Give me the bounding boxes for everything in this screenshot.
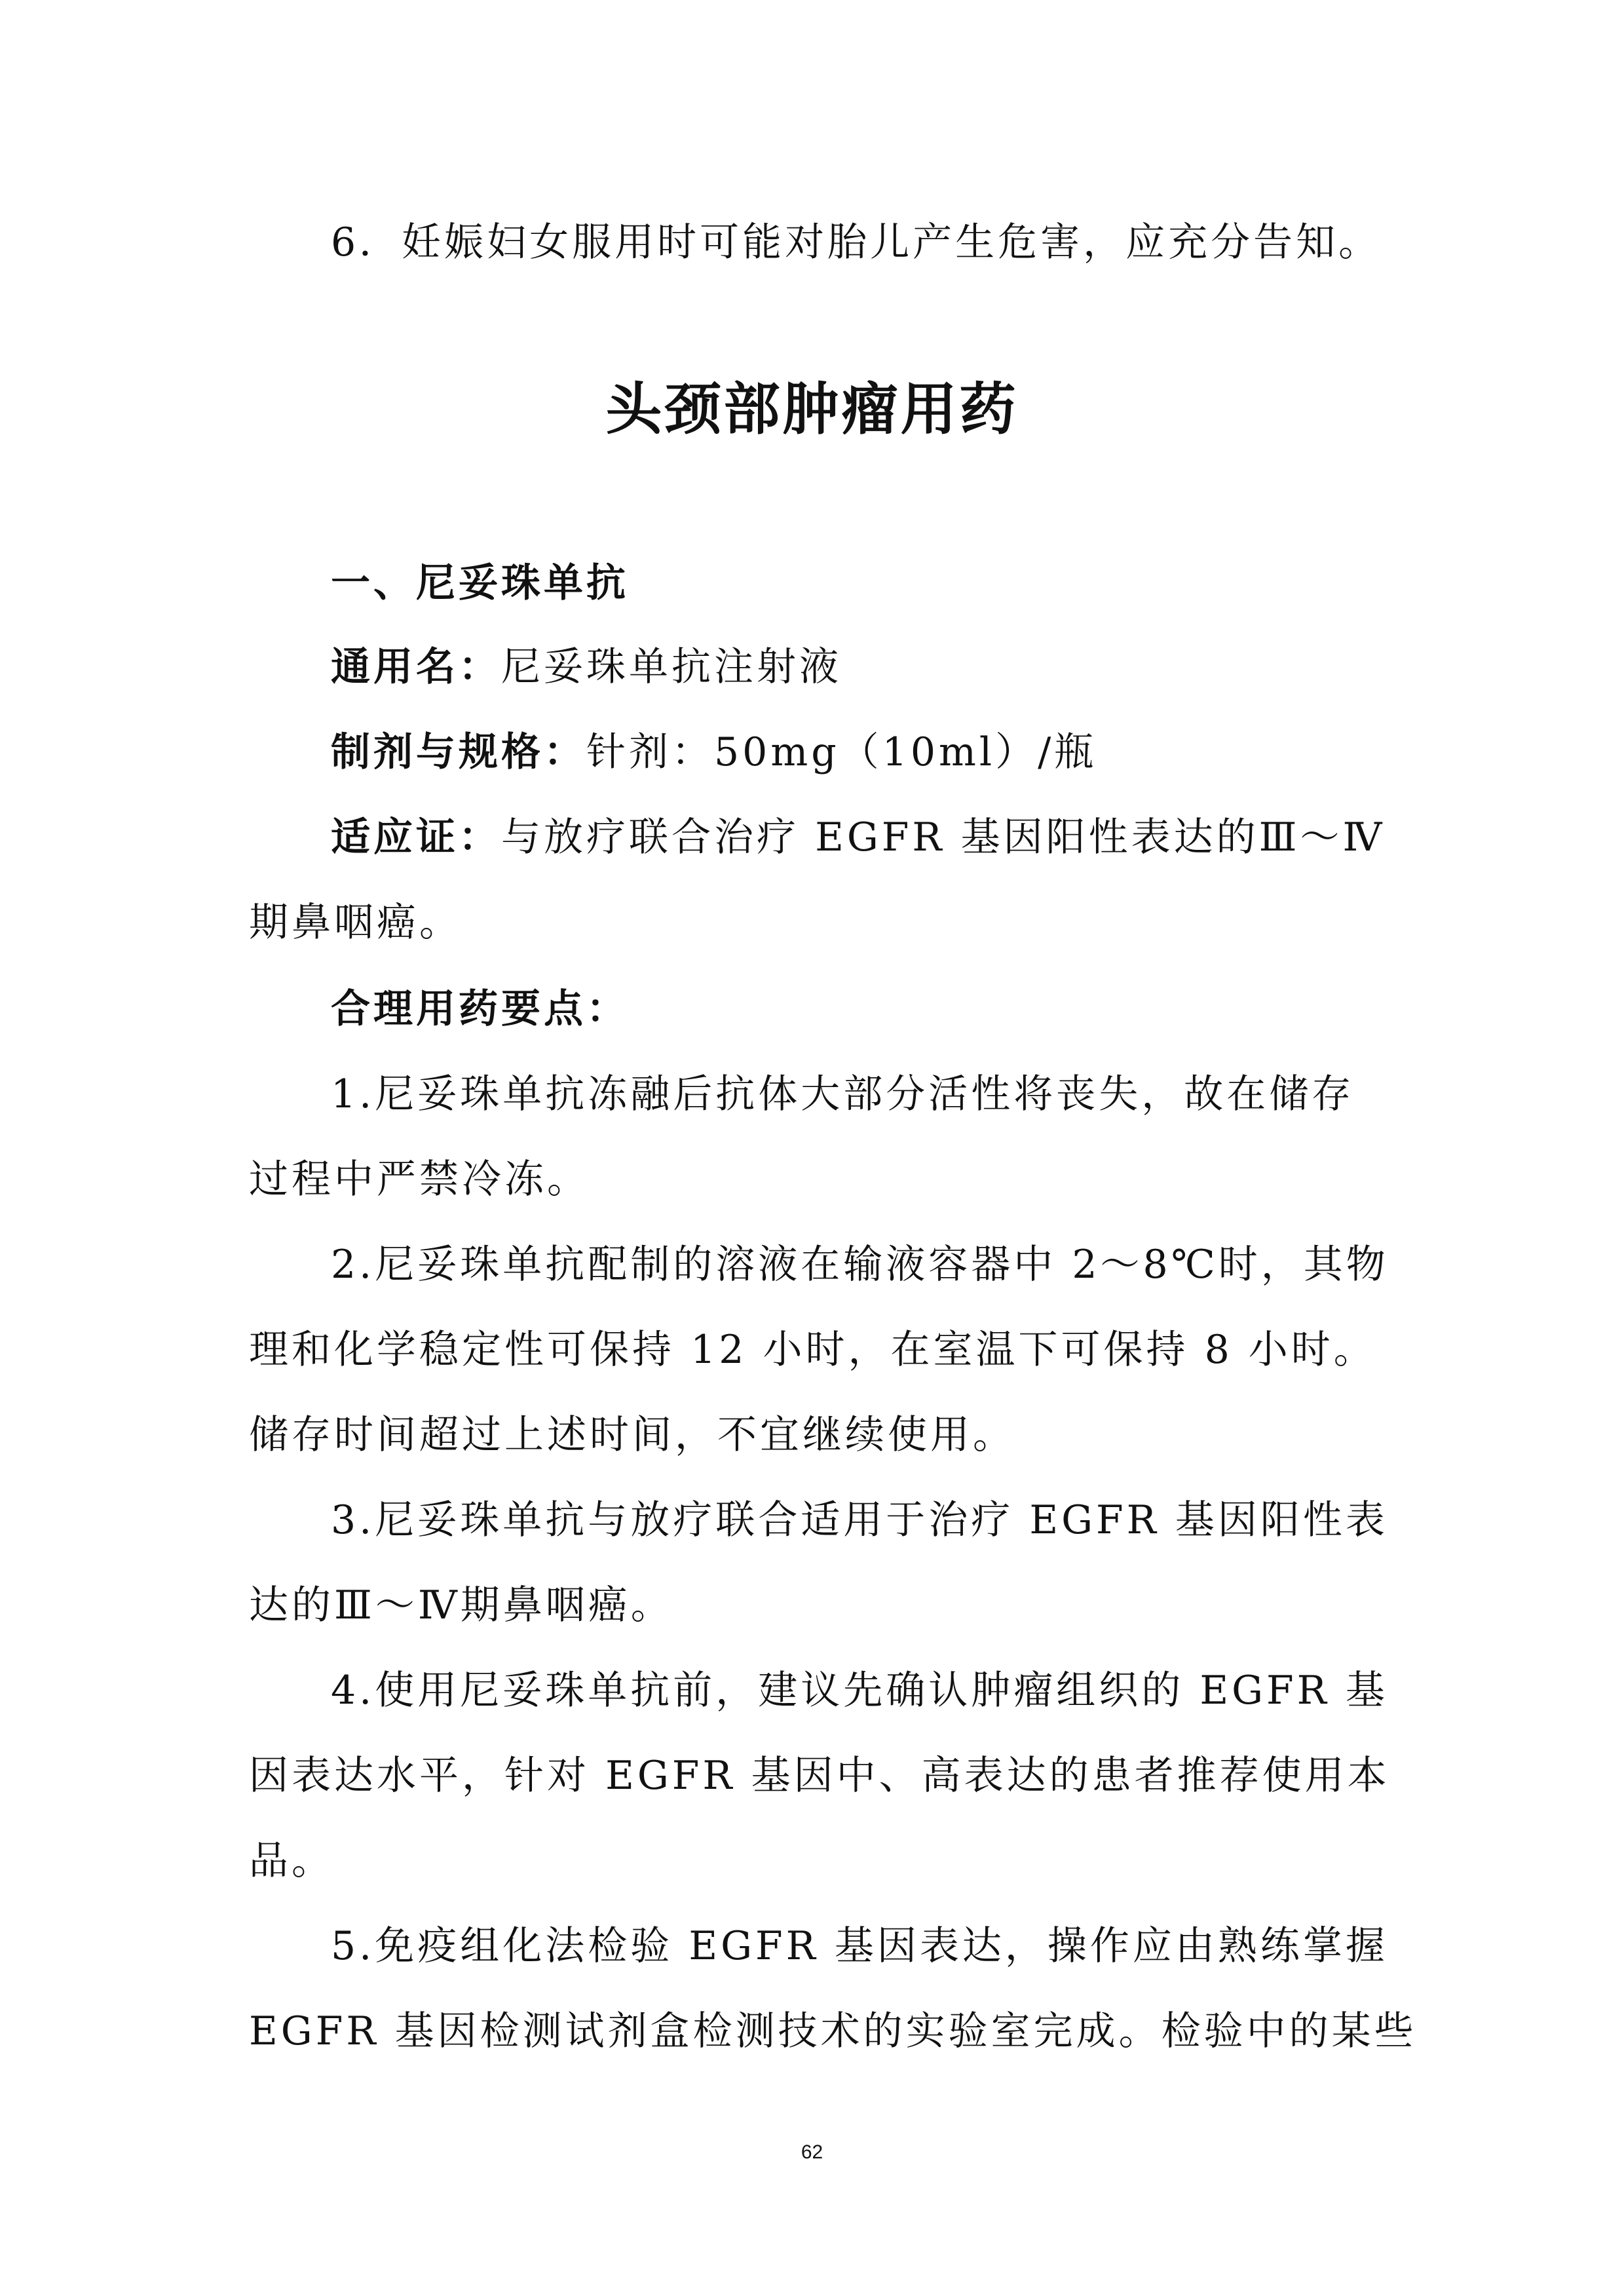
spec-label: 制剂与规格： [331, 729, 586, 775]
point-4-line-1: 4.使用尼妥珠单抗前，建议先确认肿瘤组织的 EGFR 基 [331, 1668, 1388, 1713]
page-number: 62 [801, 2141, 823, 2163]
section-title: 头颈部肿瘤用药 [605, 377, 1019, 442]
indication-value: 与放疗联合治疗 EGFR 基因阳性表达的Ⅲ～Ⅳ [501, 814, 1386, 860]
spec-row [331, 726, 1389, 778]
point-4-line-3: 品。 [249, 1838, 334, 1884]
point-1-line-2: 过程中严禁冷冻。 [249, 1157, 590, 1202]
points-label: 合理用药要点： [331, 986, 629, 1032]
point-4-line-2: 因表达水平，针对 EGFR 基因中、高表达的患者推荐使用本 [249, 1753, 1390, 1799]
point-5-line-2: EGFR 基因检测试剂盒检测技术的实验室完成。检验中的某些 [249, 2008, 1417, 2054]
point-3-line-2: 达的Ⅲ～Ⅳ期鼻咽癌。 [249, 1582, 673, 1628]
point-2-line-2: 理和化学稳定性可保持 12 小时，在室温下可保持 8 小时。 [249, 1327, 1376, 1373]
drug-heading: 一、尼妥珠单抗 [331, 560, 629, 606]
text-line-item-6: 6．妊娠妇女服用时可能对胎儿产生危害，应充分告知。 [331, 220, 1382, 265]
generic-name-label: 通用名： [331, 644, 501, 690]
indication-label: 适应证： [331, 814, 501, 860]
indication-continuation: 期鼻咽癌。 [249, 900, 462, 946]
indication-row [331, 811, 1389, 864]
generic-name-value: 尼妥珠单抗注射液 [501, 644, 842, 690]
spec-value: 针剂：50mg（10ml）/瓶 [586, 729, 1097, 775]
point-2-line-3: 储存时间超过上述时间，不宜继续使用。 [249, 1412, 1015, 1458]
point-1-line-1: 1.尼妥珠单抗冻融后抗体大部分活性将丧失，故在储存 [331, 1071, 1355, 1117]
point-2-line-1: 2.尼妥珠单抗配制的溶液在输液容器中 2～8℃时，其物 [331, 1242, 1389, 1288]
point-5-line-1: 5.免疫组化法检验 EGFR 基因表达，操作应由熟练掌握 [331, 1923, 1388, 1969]
generic-name-row [331, 641, 1389, 693]
point-3-line-1: 3.尼妥珠单抗与放疗联合适用于治疗 EGFR 基因阳性表 [331, 1497, 1388, 1543]
